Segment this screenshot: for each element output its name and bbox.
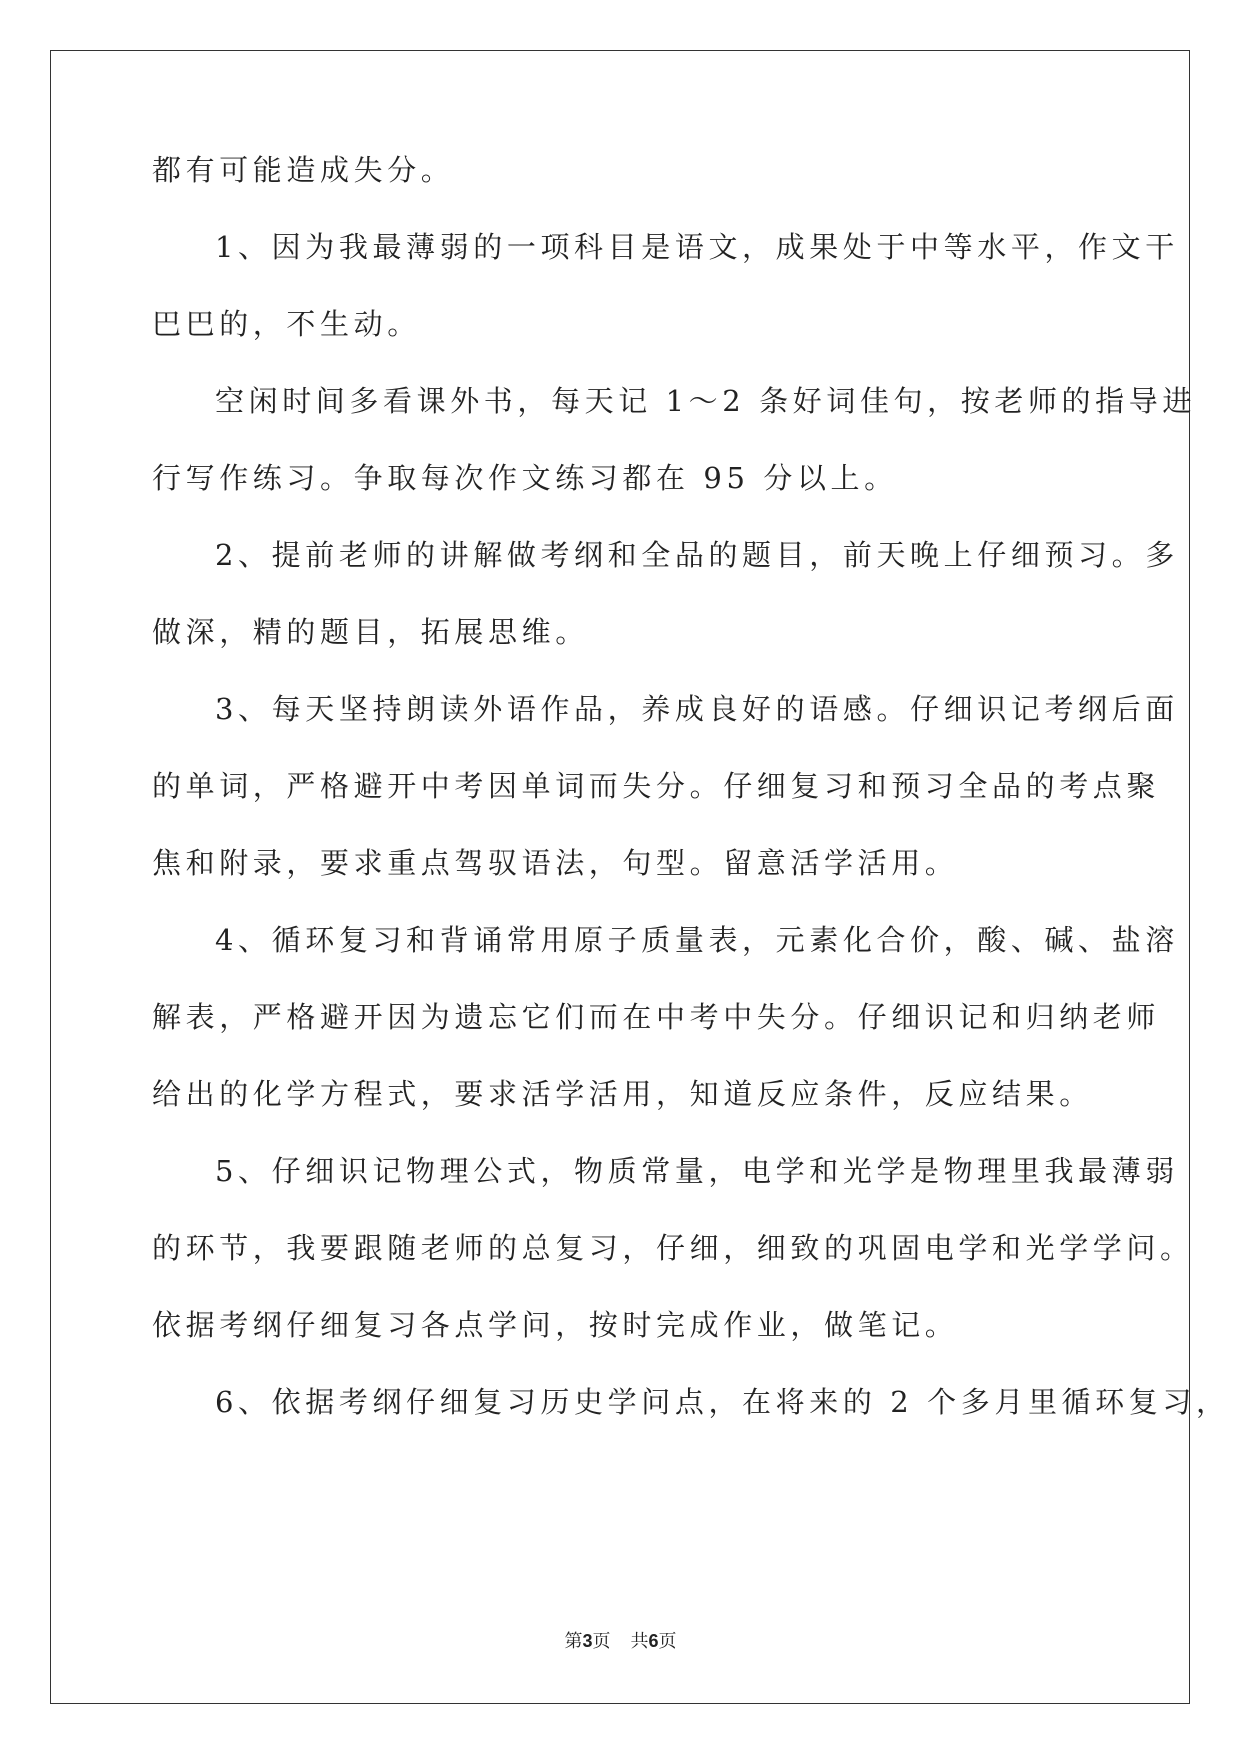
- text-line: 解表，严格避开因为遗忘它们而在中考中失分。仔细识记和归纳老师: [152, 1000, 1161, 1034]
- text-line: 4、循环复习和背诵常用原子质量表，元素化合价，酸、碱、盐溶: [215, 923, 1179, 957]
- text-line: 5、仔细识记物理公式，物质常量，电学和光学是物理里我最薄弱: [215, 1154, 1179, 1188]
- page-prefix: 第: [564, 1631, 583, 1652]
- text-line: 2、提前老师的讲解做考纲和全品的题目，前天晚上仔细预习。多: [215, 538, 1179, 572]
- total-prefix: 共: [630, 1631, 649, 1652]
- text-line: 3、每天坚持朗读外语作品，养成良好的语感。仔细识记考纲后面: [215, 692, 1179, 726]
- text-line: 焦和附录，要求重点驾驭语法，句型。留意活学活用。: [152, 846, 959, 880]
- text-line: 1、因为我最薄弱的一项科目是语文，成果处于中等水平，作文干: [215, 230, 1179, 264]
- text-line: 6、依据考纲仔细复习历史学问点，在将来的 2 个多月里循环复习，: [215, 1385, 1230, 1419]
- page-suffix: 页: [592, 1631, 611, 1652]
- text-line: 的单词，严格避开中考因单词而失分。仔细复习和预习全品的考点聚: [152, 769, 1161, 803]
- text-line: 都有可能造成失分。: [152, 153, 455, 187]
- page-number-footer: [0, 1627, 1241, 1653]
- current-page-number: 3: [582, 1631, 593, 1651]
- text-line: 巴巴的，不生动。: [152, 307, 421, 341]
- text-line: 行写作练习。争取每次作文练习都在 95 分以上。: [152, 461, 898, 495]
- text-line: 空闲时间多看课外书，每天记 1～2 条好词佳句，按老师的指导进: [215, 384, 1196, 418]
- text-line: 依据考纲仔细复习各点学问，按时完成作业，做笔记。: [152, 1308, 959, 1342]
- total-page-count: 6: [648, 1631, 659, 1651]
- text-line: 做深，精的题目，拓展思维。: [152, 615, 589, 649]
- total-suffix: 页: [658, 1631, 677, 1652]
- text-line: 的环节，我要跟随老师的总复习，仔细，细致的巩固电学和光学学问。: [152, 1231, 1194, 1265]
- text-line: 给出的化学方程式，要求活学活用，知道反应条件，反应结果。: [152, 1077, 1093, 1111]
